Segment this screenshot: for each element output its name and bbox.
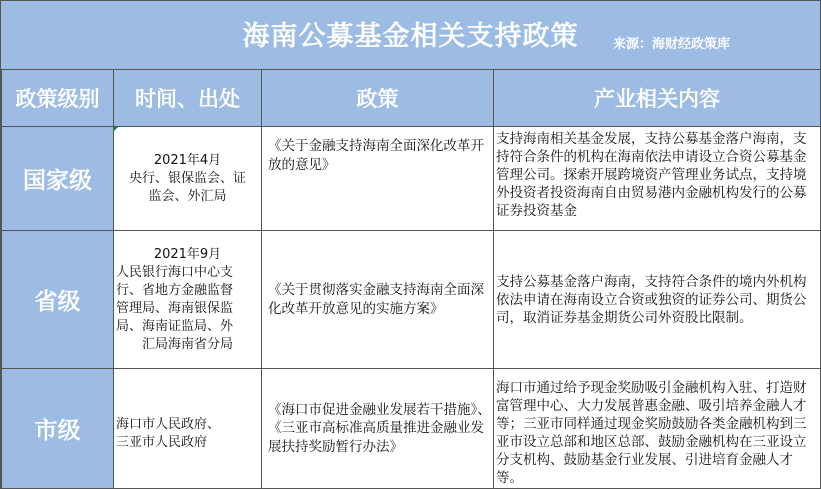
content-cell: 支持海南相关基金发展，支持公募基金落户海南，支持符合条件的机构在海南依法申请设立合资公募基金管理公司。探索开展跨境资产管理业务试点，支持境外投资者投资海南自由贸易港内金融机构发行的公募证券投资基金 bbox=[494, 127, 821, 231]
source-line: 2021年4月 bbox=[153, 152, 222, 168]
source-line: 行、省地方金融监督 bbox=[116, 282, 234, 298]
source-line: 管理局、海南银保监 bbox=[116, 300, 234, 316]
source-line: 央行、银保监会、证 bbox=[128, 170, 246, 186]
sheet-title: 海南公募基金相关支持政策 bbox=[242, 21, 579, 52]
source-line: 汇局海南省分局 bbox=[141, 336, 233, 352]
source-line: 2021年9月 bbox=[153, 246, 222, 262]
policy-cell: 《海口市促进金融业发展若干措施》、《三亚市高标准高质量推进金融业发展扶持奖励暂行办法》 bbox=[262, 369, 494, 489]
source-line: 三亚市人民政府 bbox=[116, 435, 208, 450]
column-header-content: 产业相关内容 bbox=[494, 70, 821, 127]
level-cell: 省级 bbox=[2, 231, 114, 369]
header-row bbox=[2, 70, 821, 127]
column-header-source: 时间、出处 bbox=[114, 70, 262, 127]
source-cell bbox=[114, 369, 262, 489]
source-line: 海口市人民政府、 bbox=[116, 417, 221, 432]
column-header-level: 政策级别 bbox=[2, 70, 114, 127]
policy-cell: 《关于贯彻落实金融支持海南全面深化改革开放意见的实施方案》 bbox=[262, 231, 494, 369]
source-line: 局、海南证监局、外 bbox=[116, 318, 234, 334]
policy-table bbox=[1, 69, 821, 489]
source-cell bbox=[114, 127, 262, 231]
level-cell: 市级 bbox=[2, 369, 114, 489]
source-note: 来源：海财经政策库 bbox=[613, 37, 731, 52]
source-line: 人民银行海口中心支 bbox=[116, 264, 234, 280]
policy-cell: 《关于金融支持海南全面深化改革开放的意见》 bbox=[262, 127, 494, 231]
title-bar bbox=[1, 1, 820, 70]
table-row-national bbox=[2, 127, 821, 231]
content-cell: 支持公募基金落户海南，支持符合条件的境内外机构依法申请在海南设立合资或独资的证券公司、期货公司，取消证券基金期货公司外资股比限制。 bbox=[494, 231, 821, 369]
source-cell bbox=[114, 231, 262, 369]
source-line: 监会、外汇局 bbox=[148, 188, 227, 204]
cell-comment-marker bbox=[113, 127, 118, 132]
table-row-provincial bbox=[2, 231, 821, 369]
content-cell: 海口市通过给予现金奖励吸引金融机构入驻、打造财富管理中心、大力发展普惠金融、吸引培养金融人才等；三亚市同样通过现金奖励鼓励各类金融机构到三亚市设立总部和地区总部、鼓励金融机构在三亚设立分支机构、鼓励基金行业发展、引进培育金融人才等。 bbox=[494, 369, 821, 489]
level-cell: 国家级 bbox=[2, 127, 114, 231]
table-row-city bbox=[2, 369, 821, 489]
column-header-policy: 政策 bbox=[262, 70, 494, 127]
